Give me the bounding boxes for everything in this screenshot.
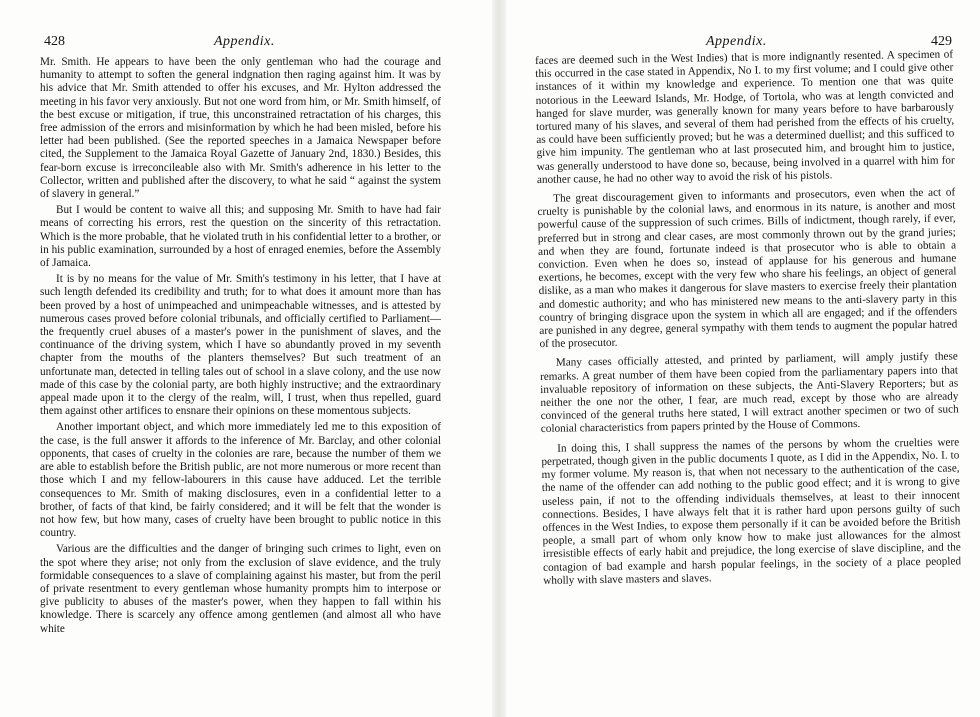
paragraph: In doing this, I shall suppress the names of the persons by whom the cruelties were perpetrated, though given in the public documents I quote, as I did in the Appendix, No. I. to my former volume. My reason is, that when not necessary to the authentication of the case, the name of the offender can add nothing to the public good effect; and it is wrong to give useless pain, if not to the offending individuals themselves, at least to their innocent connections. Besides, I have always felt that it is rather hard upon persons guilty of such offences in the West Indies, to expose them personally if it can be avoided before the British people, a small part of whom only know how to make just allowances for the almost irresistible effects of early habit and prejudice, the long exercise of slave discipline, and the contagion of bad example and harsh popular feelings, in the society of a place peopled wholly with slave masters and slaves. [541, 436, 962, 587]
right-page-body [535, 48, 961, 593]
paragraph: faces are deemed such in the West Indies) that is more indignantly resented. A specimen of this occurred in the case stated in Appendix, No I. to my first volume; and I could give other instances of it within my knowledge and experience. To mention one that was quite notorious in the Leeward Islands, Mr. Hodge, of Tortola, who was at length convicted and hanged for slave murder, was generally known for many years before to have barbarously tortured many of his slaves, and several of them had perished from the effects of his cruelty, as could have been sufficiently proved; but he was a determined duellist; and this sufficed to give him impunity. The gentleman who at last prosecuted him, and brought him to justice, was generally understood to have done so, because, being involved in a quarrel with him for another cause, he had no other way to avoid the risk of his pistols. [535, 48, 955, 186]
right-page [506, 0, 980, 717]
paragraph: Various are the difficulties and the danger of bringing such crimes to light, even on the spot where they arise; not only from the exclusion of slave evidence, and the truly formidable consequences to a slave of complaining against his master, but from the peril of private resentment to every gentleman whose humanity prompts him to interpose or give publicity to abuses of the master's power, when they happen to fall within his knowledge. There is scarcely any offence among gentlemen (and almost all who have white [40, 543, 441, 635]
paragraph: The great discouragement given to informants and prosecutors, even when the act of cruelty is punishable by the colonial laws, and enormous in its nature, is another and most powerful cause of the suppression of such crimes. Bills of indictment, though rarely, if ever, preferred but in strong and clear cases, are most commonly thrown out by the grand juries; and when they are found, fortunate indeed is that prosecutor who is able to obtain a conviction. Even when he does so, instead of applause for his generous and humane exertions, he becomes, except with the very few who share his feelings, an object of general dislike, as a man who makes it dangerous for slave masters to exercise freely their plantation and domestic authority; and who has ministered new means to the anti-slavery party in this country of bringing disgrace upon the system in which all are engaged; and if the offenders are punished in any degree, general sympathy with them tends to augment the popular hatred of the prosecutor. [537, 186, 958, 351]
right-page-header [536, 34, 956, 50]
paragraph: Another important object, and which more immediately led me to this exposition of the case, is the full answer it affords to the inference of Mr. Barclay, and other colonial opponents, that cases of cruelty in the colonies are rare, because the number of them we are able to establish before the British public, are not more numerous or more recent than those which I and my fellow-labourers in this cause have adduced. Let the terrible consequences to Mr. Smith of making disclosures, even in a confidential letter to a brother, of facts of that kind, be fairly considered; and it will be felt that the wonder is not how few, but how many, cases of cruelty have been brought to public notice in this country. [40, 421, 441, 540]
paragraph: It is by no means for the value of Mr. Smith's testimony in his letter, that I have at such length defended its credibility and truth; for to what does it amount more than has been proved by a host of unimpeached and unimpeachable witnesses, and is attested by numerous cases proved before colonial tribunals, and officially certified to Parliament—the frequently cruel abuses of a master's power in the punishment of slaves, and the continuance of the driving system, which I have so abundantly proved in my seventh chapter from the mouths of the planters themselves? But such treatment of an unfortunate man, detected in telling tales out of school in a slave colony, and the use now made of this case by the colonial party, are both highly instructive; and the extraordinary appeal made upon it to the clergy of the realm, will, I trust, when thus repelled, guard them against other artifices to ensnare their opinions on these momentous subjects. [40, 273, 441, 418]
right-running-head: Appendix. [706, 34, 767, 49]
paragraph: Mr. Smith. He appears to have been the only gentleman who had the courage and humanity to attempt to soften the general indgnation then raging against him. It was by his advice that Mr. Smith attended to offer his excuses, and Mr. Hylton addressed the meeting in his favor very anxiously. But not one word from him, or Mr. Smith himself, of the best excuse or mitigation, if true, this unconstrained retractation of his charges, this free admission of the errors and misinformation by which he had been misled, before his letter had been published. (See the reported speeches in a Jamaica Newspaper before cited, the Supplement to the Jamaica Royal Gazette of January 2nd, 1830.) Besides, this fear-born excuse is irreconcileable also with Mr. Smith's adherence in his letter to the Collector, written and published after the discovery, to what he said “ against the system of slavery in general.” [40, 56, 441, 201]
left-page-body [40, 56, 441, 639]
paragraph: But I would be content to waive all this; and supposing Mr. Smith to have had fair means of correcting his errors, rest the question on the sincerity of this retractation. Which is the more probable, that he violated truth in his confidential letter to a brother, or in his public examination, surrounded by a host of enraged enemies, before the Assembly of Jamaica. [40, 204, 441, 270]
left-page-number: 428 [44, 34, 65, 49]
paragraph: Many cases officially attested, and printed by parliament, will amply justify these remarks. A great number of them have been copied from the parliamentary papers into that invaluable repository of information on these subjects, the Anti-Slavery Reporters; but as neither the one nor the other, I fear, are much read, except by those who are already convinced of the general truths here stated, I will extract another specimen or two of such colonial characteristics from papers printed by the House of Commons. [539, 350, 959, 436]
left-page-header [36, 34, 442, 50]
right-page-number: 429 [931, 34, 952, 49]
book-gutter [492, 0, 506, 717]
left-running-head: Appendix. [214, 34, 275, 49]
